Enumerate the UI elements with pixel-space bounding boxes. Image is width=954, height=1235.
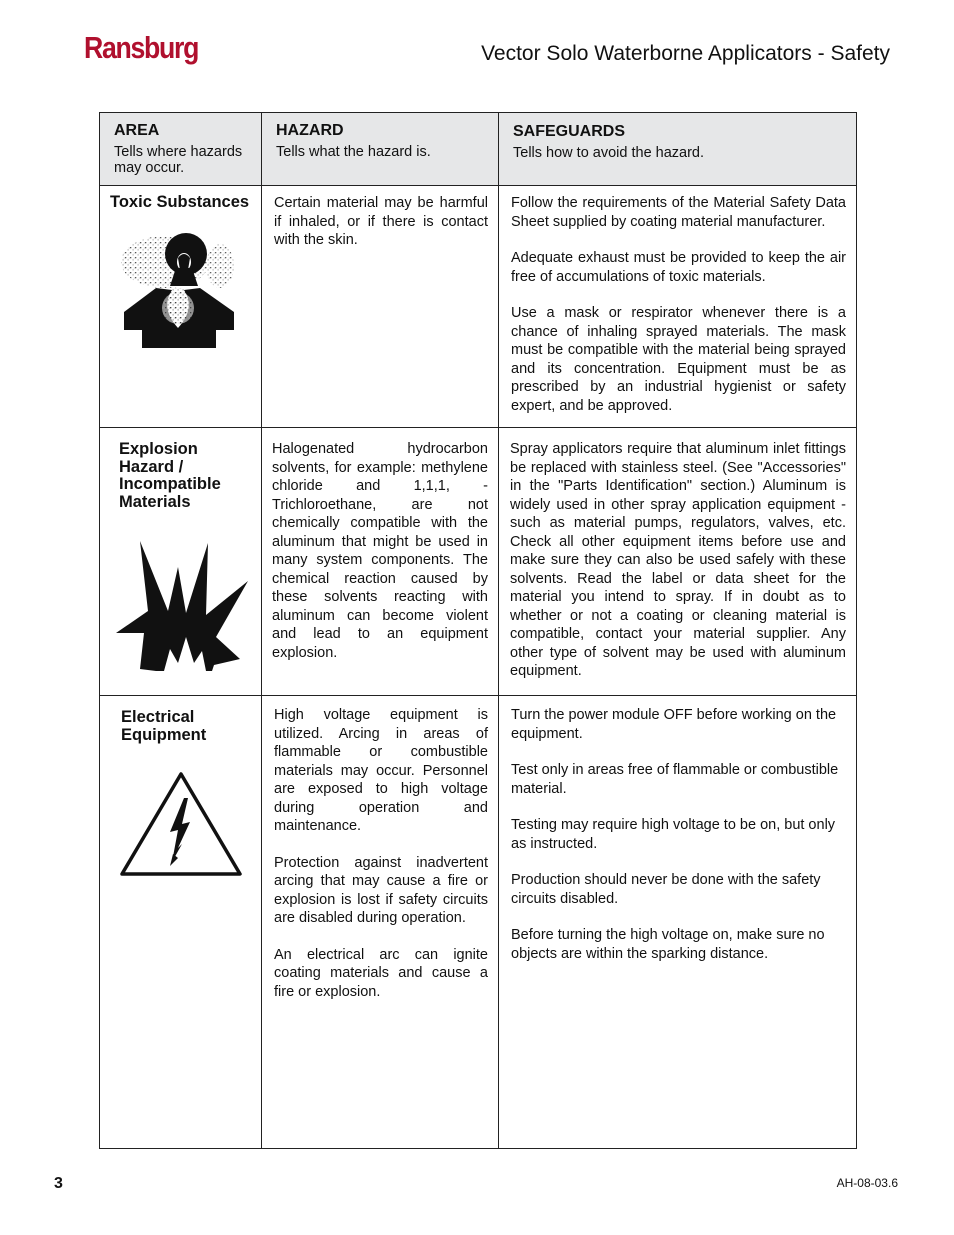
safeguard-text-toxic-3: Use a mask or respirator whenever there is a chance of inhaling sprayed materials. The mask must be compatible with the material being sprayed and its concentration. Equipment must be as prescribed by an industrial hygienist or safety expert, and be approved. — [511, 305, 846, 414]
table-row-electrical — [100, 696, 857, 1149]
area-title-electrical: Electrical Equipment — [121, 708, 207, 744]
area-title-explosion: Explosion Hazard / Incompatible Materials — [119, 440, 221, 511]
hazard-cell-electrical — [262, 696, 499, 1149]
safeguard-text-electrical-1: Turn the power module OFF before working on the equipment. — [511, 707, 837, 742]
toxic-respirator-icon — [120, 232, 261, 350]
high-voltage-warning-icon — [118, 770, 261, 878]
safeguard-text-electrical-3: Testing may require high voltage to be on, but only as instructed. — [511, 817, 836, 852]
area-cell-electrical — [100, 696, 262, 1149]
document-title: Vector Solo Waterborne Applicators - Safety — [481, 42, 890, 65]
hazard-text-toxic: Certain material may be harmful if inhaled, or if there is contact with the skin. — [274, 195, 488, 248]
hazard-text-electrical-3: An electrical arc can ignite coating materials and cause a fire or explosion. — [274, 946, 488, 1000]
table-header-row — [100, 113, 857, 186]
header-safeguards — [499, 113, 857, 186]
header-area-subtitle: Tells where hazards may occur. — [114, 144, 243, 176]
safeguard-text-electrical-2: Test only in areas free of flammable or combustible material. — [511, 762, 839, 797]
hazard-text-explosion: Halogenated hydrocarbon solvents, for example: methylene chloride and 1,1,1, - Trichloroethane, are not chemically compatible with the aluminum that might be used in many system components. The chemical reaction caused by these solvents reacting with aluminum can become violent and lead to an equipment explosion. — [272, 441, 488, 661]
safeguard-cell-explosion — [499, 428, 857, 696]
hazard-text-electrical-1: High voltage equipment is utilized. Arcing in areas of flammable or combustible materials may occur. Personnel are exposed to high voltage during operation and maintenance. — [274, 707, 488, 834]
explosion-icon — [116, 541, 261, 671]
document-code: AH-08-03.6 — [836, 1176, 898, 1190]
area-cell-explosion — [100, 428, 262, 696]
hazard-table — [99, 112, 857, 1149]
hazard-cell-toxic — [262, 186, 499, 428]
header-hazard-subtitle: Tells what the hazard is. — [276, 144, 431, 160]
table-row-explosion — [100, 428, 857, 696]
table-row-toxic — [100, 186, 857, 428]
safeguard-text-toxic-1: Follow the requirements of the Material Safety Data Sheet supplied by coating material manufacturer. — [511, 195, 846, 230]
header-hazard-title: HAZARD — [276, 122, 344, 139]
header-hazard — [262, 113, 499, 186]
hazard-cell-explosion — [262, 428, 499, 696]
safeguard-cell-electrical — [499, 696, 857, 1149]
ransburg-logo: Ransburg — [84, 30, 199, 65]
safeguard-text-toxic-2: Adequate exhaust must be provided to keep the air free of accumulations of toxic materials. — [511, 250, 846, 285]
safeguard-cell-toxic — [499, 186, 857, 428]
header-area — [100, 113, 262, 186]
safeguard-text-explosion: Spray applicators require that aluminum inlet fittings be replaced with stainless steel. (See "Accessories" in the "Parts Identification" section.) Aluminum is widely used in other spray application equipment - such as material pumps, regulators, valves, etc. Check all other equipment items before use and make sure they can also be used safely with these solvents. Read the label or data sheet for the material you intend to spray. If in doubt as to whether or not a coating or cleaning material is compatible, contact your material supplier. Any other type of solvent may be used with aluminum equipment. — [510, 441, 846, 679]
hazard-text-electrical-2: Protection against inadvertent arcing that may cause a fire or explosion is lost if safety circuits are disabled during operation. — [274, 854, 488, 926]
page-number: 3 — [54, 1175, 63, 1192]
area-cell-toxic — [100, 186, 262, 428]
header-safeguards-subtitle: Tells how to avoid the hazard. — [513, 145, 705, 161]
safeguard-text-electrical-5: Before turning the high voltage on, make sure no objects are within the sparking distance. — [511, 927, 825, 962]
header-area-title: AREA — [114, 122, 160, 139]
safeguard-text-electrical-4: Production should never be done with the safety circuits disabled. — [511, 872, 821, 907]
area-title-toxic: Toxic Substances — [110, 193, 250, 211]
header-safeguards-title: SAFEGUARDS — [513, 123, 626, 140]
